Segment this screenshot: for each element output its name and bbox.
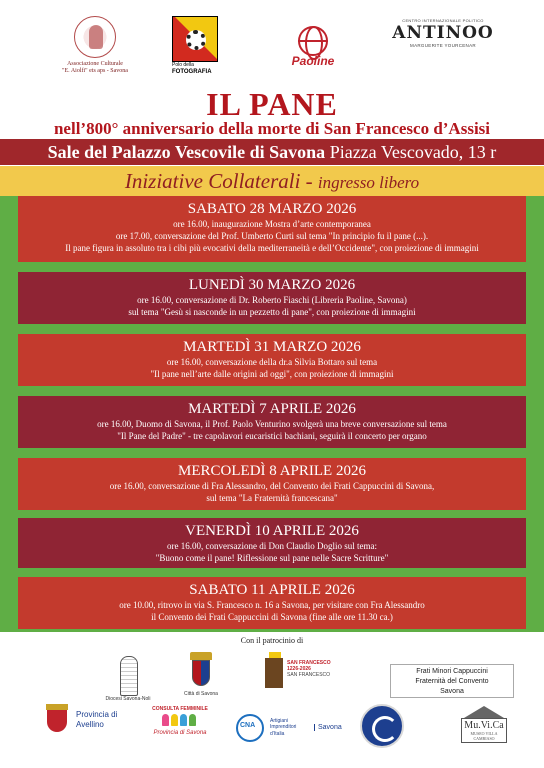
event-line: ore 17.00, conversazione del Prof. Umberto Curti sul tema "In principio fu il pane (...).: [115, 231, 429, 241]
event-line: "Il Pane del Padre" - tre capolavori eucaristici bachiani, seguirà il concerto per organo: [117, 431, 427, 441]
avellino-line-1: Provincia di: [76, 710, 118, 719]
cna-mark: CNA: [240, 722, 256, 729]
event-line: il Convento dei Frati Cappuccini di Savona (fine alle ore 11.30 ca.): [151, 612, 393, 622]
poster-subtitle: nell’800° anniversario della morte di San Francesco d’Assisi: [53, 119, 491, 138]
initiatives-bar: [0, 166, 544, 196]
event-line: Il pane figura in assoluto tra i cibi più evocativi della mediterraneità e dell’Occidente", con proiezione di immagini: [65, 243, 479, 253]
event-line: "Buono come il pane! Riflessione sul pane nelle Sacre Scritture": [155, 553, 389, 563]
assoc-label-2: "E. Aiolfi" ets aps - Savona: [62, 67, 128, 74]
frati-cappuccini-box: [390, 664, 514, 698]
museum-roof-icon: [464, 706, 504, 718]
muvica-name: Mu.Vi.Ca: [464, 720, 504, 731]
event-line: ore 16.00, Duomo di Savona, il Prof. Paolo Venturino svolgerà una breve conversazione sul tema: [97, 419, 447, 429]
paoline-logo: [283, 26, 343, 68]
consulta-bottom-label: Provincia di Savona: [153, 730, 207, 736]
event-line: ore 16.00, conversazione di Fra Alessandro, del Convento dei Frati Cappuccini di Savona,: [109, 481, 435, 491]
event-line: "Il pane nell’arte dalle origini ad oggi", con proiezione di immagini: [150, 369, 394, 379]
frati-line-1: Frati Minori Cappuccini: [416, 668, 488, 675]
ship-emblem-icon: [360, 704, 404, 748]
diocesi-label: Diocesi Savona-Noli: [105, 696, 151, 702]
muvica-logo: [456, 706, 512, 743]
event-date: SABATO 11 APRILE 2026: [189, 582, 355, 598]
event-block: [18, 396, 526, 448]
cna-place: Savona: [314, 724, 342, 731]
san-francesco-emblem-icon: [263, 652, 341, 688]
events-panel: [0, 196, 544, 632]
citta-savona-logo: [176, 652, 226, 697]
muvica-sub: MUSEO VILLA CAMBIASO: [470, 731, 498, 741]
event-block: [18, 458, 526, 510]
sanfr-label-1: SAN FRANCESCO: [287, 660, 331, 666]
event-date: SABATO 28 MARZO 2026: [187, 201, 357, 217]
antinoo-logo: [388, 18, 498, 48]
event-block: [18, 334, 526, 386]
polo-label-2: FOTOGRAFIA: [172, 69, 212, 75]
event-line: ore 16.00, inaugurazione Mostra d’arte contemporanea: [173, 219, 371, 229]
associazione-emblem-icon: [74, 16, 116, 58]
sanfr-label-3: SAN FRANCESCO: [287, 672, 331, 678]
frati-line-3: Savona: [440, 688, 464, 695]
event-line: ore 10.00, ritrovo in via S. Francesco n. 16 a Savona, per visitare con Fra Alessandro: [119, 600, 425, 610]
event-date: MARTEDÌ 31 MARZO 2026: [183, 339, 361, 355]
cna-sub-2: Imprenditori: [270, 724, 297, 731]
initiatives-title: Iniziative Collaterali: [124, 169, 301, 193]
event-block: [18, 518, 526, 568]
event-line: sul tema "Gesù si nasconde in un pezzetto di pane", con proiezione di immagini: [128, 307, 416, 317]
event-line: sul tema "La Fraternità francescana": [206, 493, 338, 503]
circular-emblem-logo: [358, 704, 406, 748]
assoc-label-1: Associazione Culturale: [67, 61, 123, 67]
polo-label-1: Polo della: [172, 62, 194, 68]
event-block: [18, 272, 526, 324]
venue-bar: [0, 139, 544, 165]
initiatives-separator: -: [300, 169, 318, 193]
antinoo-name: ANTINOO: [392, 23, 494, 43]
frati-line-2: Fraternità del Convento: [415, 678, 489, 685]
sponsor-logos: [0, 646, 544, 766]
provincia-crest-icon: [46, 704, 68, 732]
diocesi-emblem-icon: [110, 656, 146, 694]
people-icon: [162, 714, 198, 728]
event-line: ore 16.00, conversazione della dr.a Silvia Bottaro sul tema: [166, 357, 378, 367]
consulta-femminile-logo: [150, 706, 210, 736]
venue-address: Piazza Vescovado, 13 r: [325, 142, 497, 162]
diocesi-logo: [100, 656, 156, 702]
globe-icon: [298, 26, 328, 56]
polo-fotografia-icon: [172, 16, 218, 62]
venue-name: Sale del Palazzo Vescovile di Savona: [47, 142, 326, 162]
citta-label: Città di Savona: [184, 691, 218, 697]
associazione-culturale-logo: [60, 16, 130, 75]
polo-fotografia-logo: [170, 16, 220, 75]
event-block: [18, 577, 526, 629]
event-line: ore 16.00, conversazione di Don Claudio Doglio sul tema:: [167, 541, 377, 551]
city-crest-icon: [187, 652, 215, 688]
antinoo-top-label: CENTRO INTERNAZIONALE POLITICO: [402, 18, 484, 23]
sanfr-label-2: 1226-2026: [287, 666, 311, 672]
event-line: ore 16.00, conversazione di Dr. Roberto Fiaschi (Libreria Paoline, Savona): [137, 295, 407, 305]
event-block: [18, 196, 526, 262]
cna-sub-3: d’Italia: [270, 730, 285, 737]
initiatives-subtitle: ingresso libero: [317, 173, 420, 192]
san-francesco-logo: [257, 652, 347, 688]
event-date: LUNEDÌ 30 MARZO 2026: [188, 277, 356, 293]
avellino-line-2: Avellino: [76, 719, 104, 729]
consulta-top-label: CONSULTA FEMMINILE: [152, 706, 208, 712]
top-logos: [0, 10, 544, 88]
paoline-label: Paoline: [291, 54, 335, 68]
cna-sub-1: Artigiani: [270, 718, 289, 724]
poster-title: IL PANE: [206, 86, 338, 122]
patronage-label: Con il patrocinio di: [240, 636, 304, 645]
event-date: MARTEDÌ 7 APRILE 2026: [188, 401, 356, 417]
event-date: MERCOLEDÌ 8 APRILE 2026: [178, 463, 366, 479]
antinoo-sub-label: MARGUERITE YOURCENAR: [410, 43, 476, 48]
event-date: VENERDÌ 10 APRILE 2026: [185, 523, 359, 539]
